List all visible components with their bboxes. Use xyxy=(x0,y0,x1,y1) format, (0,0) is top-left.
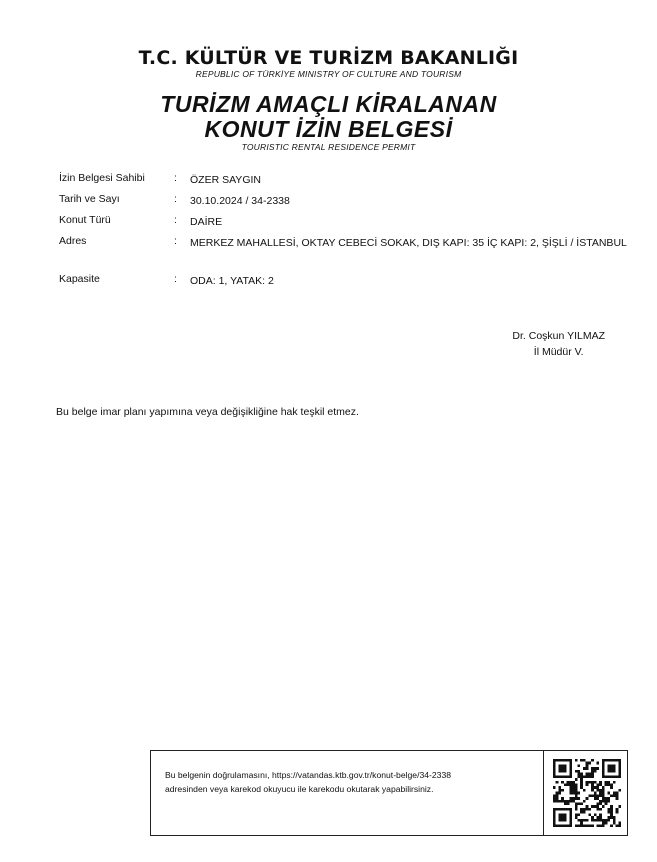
permit-title-line1: TURİZM AMAÇLI KİRALANAN xyxy=(160,91,497,117)
field-label: Adres xyxy=(59,235,87,247)
verification-text xyxy=(165,768,535,796)
ministry-title: T.C. KÜLTÜR VE TURİZM BAKANLIĞI xyxy=(138,47,519,69)
verification-line2: adresinden veya karekod okuyucu ile karekodu okutarak yapabilirsiniz. xyxy=(165,784,434,794)
permit-title-line2: KONUT İZİN BELGESİ xyxy=(204,116,453,142)
qr-code-icon xyxy=(553,758,621,828)
field-value: DAİRE xyxy=(190,216,223,228)
field-separator: : xyxy=(174,193,177,205)
field-label: Tarih ve Sayı xyxy=(59,193,120,205)
field-label: Konut Türü xyxy=(59,214,111,226)
legal-note: Bu belge imar planı yapımına veya değişikliğine hak teşkil etmez. xyxy=(56,406,359,418)
field-label: Kapasite xyxy=(59,273,100,285)
field-value: 30.10.2024 / 34-2338 xyxy=(190,195,290,207)
field-separator: : xyxy=(174,214,177,226)
verification-box xyxy=(150,750,628,836)
field-value: ÖZER SAYGIN xyxy=(190,174,261,186)
field-separator: : xyxy=(174,172,177,184)
verification-line1: Bu belgenin doğrulamasını, https://vatandas.ktb.gov.tr/konut-belge/34-2338 xyxy=(165,770,452,780)
field-separator: : xyxy=(174,235,177,247)
permit-title-en: TOURISTIC RENTAL RESIDENCE PERMIT xyxy=(241,142,416,152)
field-label: İzin Belgesi Sahibi xyxy=(59,172,145,184)
signatory-title: İl Müdür V. xyxy=(533,346,584,358)
field-separator: : xyxy=(174,273,177,285)
signatory-name: Dr. Coşkun YILMAZ xyxy=(512,330,605,342)
qr-cell xyxy=(543,751,628,835)
field-value: MERKEZ MAHALLESİ, OKTAY CEBECİ SOKAK, DIŞ KAPI: 35 İÇ KAPI: 2, ŞİŞLİ / İSTANBUL xyxy=(190,237,627,249)
signature-block xyxy=(512,330,605,358)
ministry-title-en: REPUBLIC OF TÜRKİYE MINISTRY OF CULTURE AND TOURISM xyxy=(195,69,462,79)
field-value: ODA: 1, YATAK: 2 xyxy=(190,275,274,287)
